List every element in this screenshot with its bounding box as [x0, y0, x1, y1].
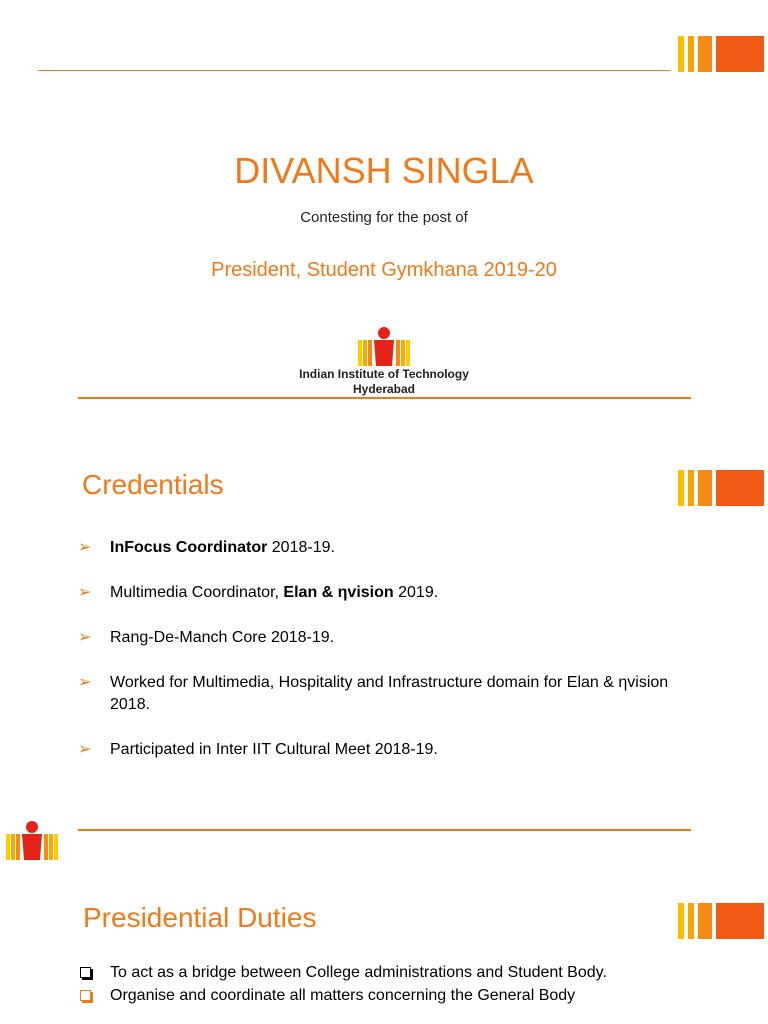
- credentials-list: [78, 537, 678, 761]
- iith-logo-icon: [356, 326, 412, 368]
- list-item: [78, 962, 678, 984]
- duty-text: To act as a bridge between College administrations and Student Body.: [110, 964, 607, 981]
- stripes-icon: [678, 36, 764, 72]
- slide2-bottom-divider: [78, 829, 691, 831]
- credential-text: 2019.: [393, 584, 439, 601]
- credential-text: Participated in Inter IIT Cultural Meet 2018-19.: [110, 741, 438, 758]
- duty-text: Organise and coordinate all matters concerning the General Body: [110, 987, 576, 1004]
- institute-line-2: Hyderabad: [352, 382, 416, 396]
- credentials-heading: Credentials: [82, 469, 224, 500]
- credential-bold: Elan & ηvision: [283, 584, 394, 601]
- credential-text: Multimedia Coordinator,: [110, 584, 284, 601]
- institute-line-1: Indian Institute of Technology: [299, 367, 469, 381]
- list-item: [78, 627, 678, 649]
- stripes-icon: [678, 470, 764, 506]
- checkbox-bullet-icon: [80, 967, 91, 978]
- list-item: [78, 739, 678, 761]
- institute-name: [0, 367, 768, 397]
- arrow-bullet-icon: ➢: [78, 741, 92, 758]
- post-title: President, Student Gymkhana 2019-20: [211, 259, 557, 281]
- credential-text: Worked for Multimedia, Hospitality and Infrastructure domain for Elan & ηvision 2018.: [110, 674, 669, 713]
- credential-text: 2018-19.: [267, 539, 335, 556]
- iith-logo-icon: [4, 820, 60, 862]
- presidential-duties-heading: Presidential Duties: [83, 902, 317, 933]
- contesting-subtitle: Contesting for the post of: [300, 209, 468, 226]
- list-item: [78, 985, 678, 1007]
- stripes-icon: [678, 903, 764, 939]
- slide1-bottom-divider: [78, 397, 691, 399]
- credential-text: Rang-De-Manch Core 2018-19.: [110, 629, 335, 646]
- candidate-name: DIVANSH SINGLA: [234, 150, 534, 191]
- top-divider: [38, 70, 670, 71]
- checkbox-bullet-icon: [80, 990, 91, 1001]
- duties-list: [78, 962, 678, 1008]
- credential-bold: InFocus Coordinator: [110, 539, 268, 556]
- list-item: [78, 582, 678, 604]
- arrow-bullet-icon: ➢: [78, 629, 92, 646]
- list-item: [78, 672, 678, 716]
- arrow-bullet-icon: ➢: [78, 539, 92, 556]
- arrow-bullet-icon: ➢: [78, 674, 92, 691]
- list-item: [78, 537, 678, 559]
- arrow-bullet-icon: ➢: [78, 584, 92, 601]
